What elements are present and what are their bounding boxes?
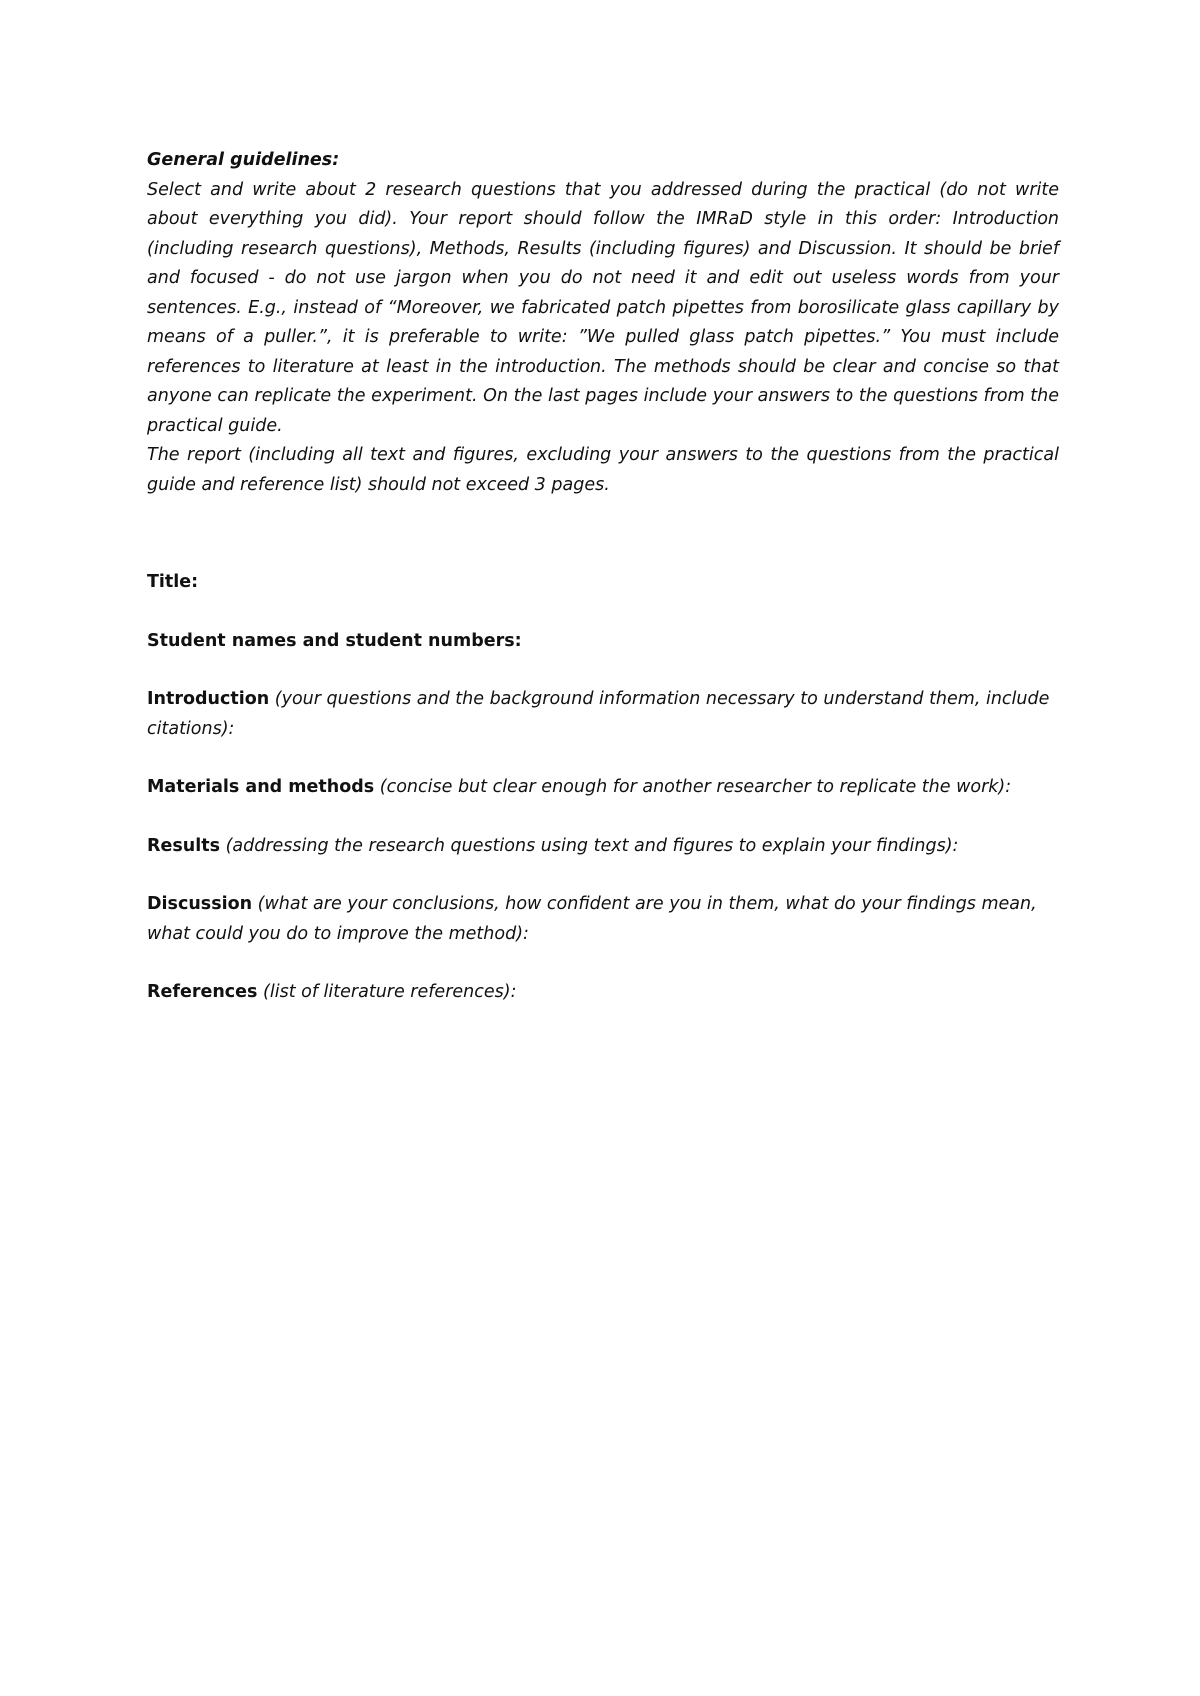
section-introduction [147,685,1059,744]
section-discussion [147,890,1059,949]
section-references [147,978,1059,1008]
results-label: Results [147,835,220,856]
introduction-note: (your questions and the background information necessary to understand them, include citations): [147,689,1050,739]
introduction-label: Introduction [147,689,270,709]
references-note: (list of literature references): [263,982,517,1002]
document-page [147,146,1059,1008]
discussion-note: (what are your conclusions, how confident are you in them, what do your findings mean, what could you do to improve the method): [147,894,1037,944]
guidelines-heading: General guidelines: [147,150,340,170]
references-label: References [147,982,258,1002]
section-results [147,832,1059,862]
methods-note: (concise but clear enough for another researcher to replicate the work): [379,777,1012,797]
section-methods [147,773,1059,803]
results-note: (addressing the research questions using text and figures to explain your findings): [225,835,959,856]
methods-label: Materials and methods [147,777,375,797]
title-label: Title: [147,572,199,592]
discussion-label: Discussion [147,894,253,914]
guidelines-paragraph-1: Select and write about 2 research questions that you addressed during the practical (do not write about everything you did). Your report should follow the IMRaD style in this order: Introduction (including research questions), Methods, Results (including figures) and Discussion. It should be brief and focused - do not use jargon when you do not need it and edit out useless words from your sentences. E.g., instead of “Moreover, we fabricated patch pipettes from borosilicate glass capillary by means of a puller.”, it is preferable to write: ”We pulled glass patch pipettes.” You must include references to literature at least in the introduction. The methods should be clear and concise so that anyone can replicate the experiment. On the last pages include your answers to the questions from the practical guide. [147,179,1059,436]
guidelines-paragraph-2: The report (including all text and figures, excluding your answers to the questions from the practical guide and reference list) should not exceed 3 pages. [147,445,1059,495]
student-label: Student names and student numbers: [147,630,522,651]
